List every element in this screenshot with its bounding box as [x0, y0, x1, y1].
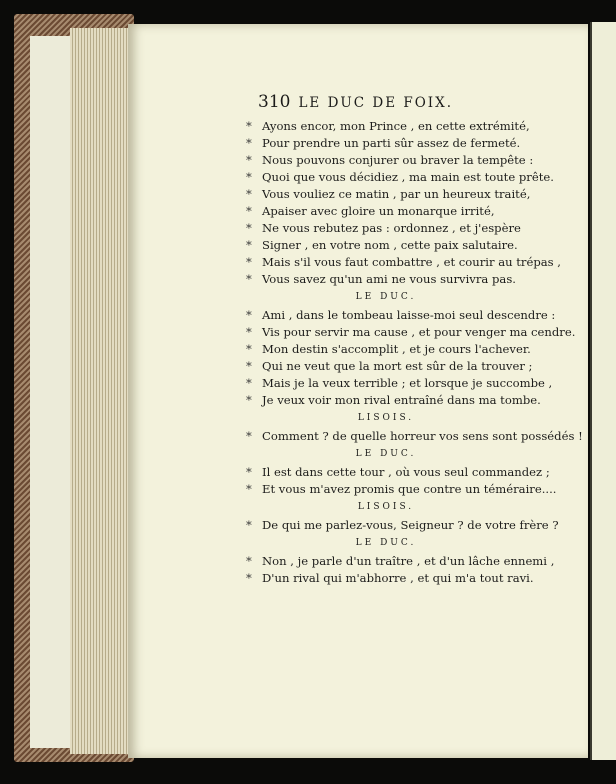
quotation-mark: *	[246, 376, 252, 390]
verse-line	[246, 392, 582, 409]
verse-text: Ayons encor, mon Prince , en cette extrémité,	[262, 119, 530, 133]
quotation-mark: *	[246, 325, 252, 339]
quotation-mark: *	[246, 359, 252, 373]
quotation-mark: *	[246, 272, 252, 286]
verse-text: Non , je parle d'un traître , et d'un lâche ennemi ,	[262, 554, 555, 568]
quotation-mark: *	[246, 170, 252, 184]
verse-text: Il est dans cette tour , où vous seul commandez ;	[262, 465, 550, 479]
verse-text: Apaiser avec gloire un monarque irrité,	[262, 204, 495, 218]
quotation-mark: *	[246, 119, 252, 133]
verse-line	[246, 428, 582, 445]
quotation-mark: *	[246, 393, 252, 407]
verse-text: Ami , dans le tombeau laisse-moi seul descendre :	[262, 308, 556, 322]
verse-line	[246, 152, 582, 169]
verse-line	[246, 220, 582, 237]
verse-line	[246, 481, 582, 498]
verse-line	[246, 254, 582, 271]
play-text	[246, 118, 582, 587]
verse-text: Quoi que vous décidiez , ma main est toute prête.	[262, 170, 554, 184]
verse-text: D'un rival qui m'abhorre , et qui m'a tout ravi.	[262, 571, 534, 585]
quotation-mark: *	[246, 554, 252, 568]
verse-text: Ne vous rebutez pas : ordonnez , et j'espère	[262, 221, 521, 235]
speaker-name: LISOIS.	[357, 502, 415, 512]
quotation-mark: *	[246, 204, 252, 218]
verse-line	[246, 135, 582, 152]
quotation-mark: *	[246, 482, 252, 496]
quotation-mark: *	[246, 255, 252, 269]
quotation-mark: *	[246, 136, 252, 150]
verse-text: Vous vouliez ce matin , par un heureux traité,	[262, 187, 531, 201]
verse-text: Comment ? de quelle horreur vos sens sont possédés !	[262, 429, 583, 443]
page-edges	[70, 28, 132, 754]
speaker-name: LE DUC.	[355, 292, 417, 302]
verse-line	[246, 358, 582, 375]
verse-text: Et vous m'avez promis que contre un téméraire....	[262, 482, 557, 496]
verse-text: Pour prendre un parti sûr assez de fermeté.	[262, 136, 521, 150]
verse-text: Mon destin s'accomplit , et je cours l'achever.	[262, 342, 531, 356]
verse-text: Signer , en votre nom , cette paix salutaire.	[262, 238, 518, 252]
speaker-name: LE DUC.	[355, 538, 417, 548]
quotation-mark: *	[246, 465, 252, 479]
verse-line	[246, 375, 582, 392]
verse-text: Qui ne veut que la mort est sûr de la trouver ;	[262, 359, 533, 373]
verse-text: Je veux voir mon rival entraîné dans ma tombe.	[262, 393, 541, 407]
verse-line	[246, 237, 582, 254]
facing-page-edge	[590, 22, 616, 760]
verse-text: De qui me parlez-vous, Seigneur ? de votre frère ?	[262, 518, 559, 532]
running-title: LE DUC DE FOIX.	[298, 95, 454, 111]
quotation-mark: *	[246, 518, 252, 532]
verse-line	[246, 570, 582, 587]
quotation-mark: *	[246, 342, 252, 356]
speaker-name: LE DUC.	[355, 449, 417, 459]
verse-line	[246, 186, 582, 203]
quotation-mark: *	[246, 238, 252, 252]
verse-text: Mais s'il vous faut combattre , et courir au trépas ,	[262, 255, 561, 269]
inner-cover	[30, 36, 74, 748]
verse-line	[246, 324, 582, 341]
verse-text: Vous savez qu'un ami ne vous survivra pas.	[262, 272, 516, 286]
verse-line	[246, 271, 582, 288]
quotation-mark: *	[246, 153, 252, 167]
verse-line	[246, 118, 582, 135]
verse-text: Mais je la veux terrible ; et lorsque je succombe ,	[262, 376, 553, 390]
verse-text: Vis pour servir ma cause , et pour venger ma cendre.	[262, 325, 576, 339]
verse-line	[246, 341, 582, 358]
verse-text: Nous pouvons conjurer ou braver la tempête :	[262, 153, 534, 167]
quotation-mark: *	[246, 221, 252, 235]
verse-line	[246, 169, 582, 186]
running-header	[258, 92, 488, 114]
quotation-mark: *	[246, 187, 252, 201]
quotation-mark: *	[246, 429, 252, 443]
verse-line	[246, 203, 582, 220]
verse-line	[246, 464, 582, 481]
verse-line	[246, 517, 582, 534]
speaker-name: LISOIS.	[357, 413, 415, 423]
page-number: 310	[258, 92, 291, 112]
verse-line	[246, 307, 582, 324]
verse-line	[246, 553, 582, 570]
quotation-mark: *	[246, 308, 252, 322]
quotation-mark: *	[246, 571, 252, 585]
